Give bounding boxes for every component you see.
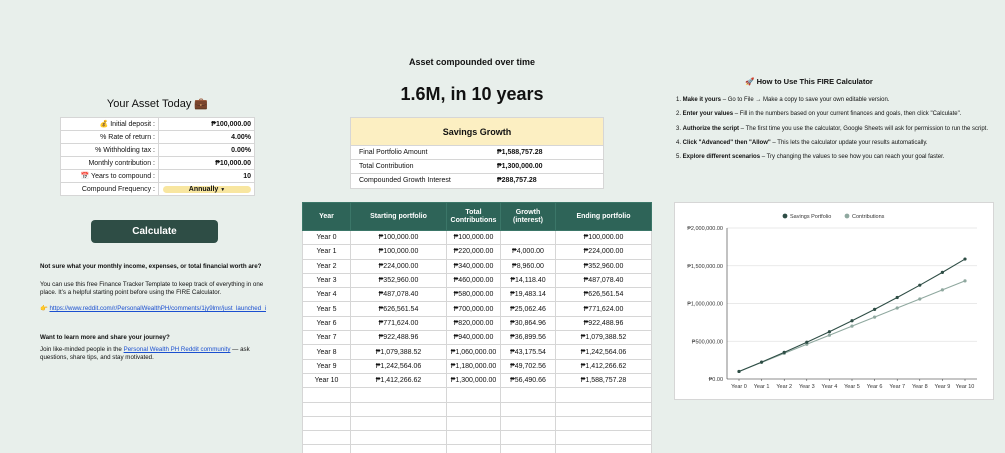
header-growth-interest: Growth (interest): [501, 203, 556, 231]
howto-step: [676, 107, 1005, 121]
table-cell: ₱700,000.00: [447, 302, 501, 316]
community-text-suffix: — ask questions, share tips, and stay motivated.: [40, 346, 250, 361]
table-cell: ₱922,488.96: [556, 316, 652, 330]
table-cell: ₱771,624.00: [556, 302, 652, 316]
monthly-contribution-row: [61, 157, 255, 170]
table-cell: Year 2: [303, 259, 351, 273]
table-cell-empty: [447, 445, 501, 453]
table-row-empty: [303, 431, 652, 445]
years-to-compound-row: [61, 170, 255, 183]
table-row: [303, 345, 652, 359]
growth-table-header: [303, 203, 652, 231]
community-text-prefix: Join like-minded people in the: [40, 346, 124, 353]
table-cell: ₱49,702.56: [501, 359, 556, 373]
x-tick-label: Year 6: [866, 384, 883, 390]
table-cell: Year 1: [303, 245, 351, 259]
growth-table-body: [303, 231, 652, 453]
table-cell: ₱1,180,000.00: [447, 359, 501, 373]
table-row: [303, 331, 652, 345]
table-row: [303, 316, 652, 330]
table-cell-empty: [501, 431, 556, 445]
legend-label: Savings Portfolio: [790, 214, 832, 220]
table-cell: [501, 231, 556, 245]
table-cell: ₱340,000.00: [447, 259, 501, 273]
table-cell: Year 5: [303, 302, 351, 316]
table-row: [303, 245, 652, 259]
table-cell: Year 9: [303, 359, 351, 373]
data-point-savings-portfolio: [737, 370, 740, 373]
table-cell: ₱352,960.00: [351, 273, 447, 287]
y-tick-label: ₱500,000.00: [691, 339, 723, 346]
data-point-contributions: [828, 334, 831, 337]
table-cell: Year 3: [303, 273, 351, 287]
howto-step-bold: Click "Advanced" then "Allow": [682, 139, 771, 146]
compound-frequency-value: Annually: [188, 185, 219, 193]
table-cell: ₱19,483.14: [501, 288, 556, 302]
data-point-contributions: [850, 325, 853, 328]
table-cell: ₱1,079,388.52: [351, 345, 447, 359]
table-cell-empty: [556, 388, 652, 402]
header-total-contributions: Total Contributions: [447, 203, 501, 231]
withholding-tax-row: [61, 144, 255, 157]
table-cell-empty: [303, 445, 351, 453]
table-cell: ₱100,000.00: [351, 245, 447, 259]
table-cell-empty: [303, 416, 351, 430]
data-point-contributions: [896, 306, 899, 309]
table-cell: ₱460,000.00: [447, 273, 501, 287]
table-cell-empty: [351, 388, 447, 402]
total-contribution-row: [351, 160, 603, 174]
table-cell-empty: [351, 445, 447, 453]
growth-chart-svg: [675, 203, 995, 401]
howto-step: [676, 136, 1005, 150]
x-tick-label: Year 10: [955, 384, 975, 390]
howto-step-text: – The first time you use the calculator, Google Sheets will ask for permission to run the script.: [739, 125, 989, 132]
howto-step-text: – Try changing the values to see how you can reach your goal faster.: [760, 154, 945, 161]
x-tick-label: Year 5: [844, 384, 860, 390]
table-cell: ₱1,242,564.06: [556, 345, 652, 359]
table-cell-empty: [447, 416, 501, 430]
growth-interest-row: [351, 174, 603, 188]
table-cell: ₱922,488.96: [351, 331, 447, 345]
asset-title: Your Asset Today 💼: [106, 98, 209, 110]
table-cell-empty: [447, 402, 501, 416]
table-row: [303, 259, 652, 273]
howto-step-text: – Fill in the numbers based on your current finances and goals, then click "Calculate".: [733, 111, 962, 118]
data-point-savings-portfolio: [850, 319, 853, 322]
initial-deposit-label: 💰 Initial deposit :: [61, 118, 159, 131]
x-tick-label: Year 3: [798, 384, 815, 390]
chevron-down-icon: ▼: [220, 186, 226, 193]
growth-interest-value: ₱288,757.28: [497, 177, 537, 184]
x-tick-label: Year 9: [934, 384, 951, 390]
x-tick-label: Year 7: [889, 384, 906, 390]
howto-step-bold: Enter your values: [682, 111, 734, 118]
table-cell: Year 0: [303, 231, 351, 245]
compound-frequency-row: [61, 183, 255, 196]
table-cell: ₱8,960.00: [501, 259, 556, 273]
table-cell: ₱487,078.40: [351, 288, 447, 302]
table-cell-empty: [351, 431, 447, 445]
withholding-tax-input[interactable]: 0.00%: [159, 144, 255, 157]
howto-step-bold: Explore different scenarios: [682, 154, 761, 161]
y-tick-label: ₱1,000,000.00: [687, 301, 723, 308]
pointing-hand-icon: 👉: [40, 305, 48, 312]
table-cell: ₱36,899.56: [501, 331, 556, 345]
compound-frequency-select[interactable]: [163, 186, 251, 193]
finance-tracker-heading: Not sure what your monthly income, expenses, or total financial worth are?: [40, 263, 262, 270]
table-row: [303, 288, 652, 302]
table-cell: ₱1,060,000.00: [447, 345, 501, 359]
table-cell: ₱1,300,000.00: [447, 373, 501, 387]
table-cell: ₱1,412,266.62: [351, 373, 447, 387]
howto-step-text: – Go to File → Make a copy to save your own editable version.: [721, 97, 890, 103]
table-cell: ₱30,864.96: [501, 316, 556, 330]
growth-table: [302, 202, 652, 453]
table-row: [303, 359, 652, 373]
series-line-savings-portfolio: [739, 259, 965, 371]
final-portfolio-value: ₱1,588,757.28: [497, 149, 543, 156]
howto-title: 🚀 How to Use This FIRE Calculator: [745, 77, 873, 86]
monthly-contribution-input[interactable]: ₱10,000.00: [159, 157, 255, 170]
table-cell: ₱25,062.46: [501, 302, 556, 316]
table-cell: ₱626,561.54: [351, 302, 447, 316]
rate-of-return-row: [61, 131, 255, 144]
finance-tracker-text: You can use this free Finance Tracker Template to keep track of everything in one place. It’s a helpful starting point before using the FIRE Calculator.: [40, 281, 264, 296]
calculate-button[interactable]: Calculate: [91, 220, 218, 243]
total-contribution-value: ₱1,300,000.00: [497, 163, 543, 170]
data-point-savings-portfolio: [783, 351, 786, 354]
years-to-compound-input[interactable]: 10: [159, 170, 255, 183]
header-year: Year: [303, 203, 351, 231]
table-cell: ₱100,000.00: [351, 231, 447, 245]
table-cell-empty: [501, 416, 556, 430]
table-cell: ₱1,412,266.62: [556, 359, 652, 373]
x-tick-label: Year 8: [911, 384, 928, 390]
learn-more-heading: Want to learn more and share your journey?: [40, 334, 170, 341]
summary-headline: 1.6M, in 10 years: [400, 84, 544, 104]
legend-marker: [783, 214, 788, 219]
chart-subtitle: Asset compounded over time: [408, 57, 536, 67]
table-cell: ₱14,118.40: [501, 273, 556, 287]
table-cell: Year 10: [303, 373, 351, 387]
table-cell-empty: [556, 431, 652, 445]
table-cell-empty: [556, 402, 652, 416]
howto-step: [676, 122, 1005, 136]
table-cell: ₱352,960.00: [556, 259, 652, 273]
table-cell-empty: [303, 431, 351, 445]
table-cell: ₱771,624.00: [351, 316, 447, 330]
x-tick-label: Year 2: [776, 384, 793, 390]
table-cell: ₱820,000.00: [447, 316, 501, 330]
table-cell-empty: [447, 388, 501, 402]
legend-label: Contributions: [852, 214, 885, 220]
table-cell-empty: [303, 388, 351, 402]
x-tick-label: Year 4: [821, 384, 838, 390]
community-text: [40, 346, 260, 362]
compound-frequency-cell: [159, 183, 255, 196]
table-row: [303, 231, 652, 245]
table-cell-empty: [556, 445, 652, 453]
total-contribution-label: Total Contribution: [359, 163, 414, 170]
finance-tracker-link-line: [40, 305, 272, 313]
table-row: [303, 302, 652, 316]
table-cell: ₱43,175.54: [501, 345, 556, 359]
rate-of-return-input[interactable]: 4.00%: [159, 131, 255, 144]
table-cell-empty: [351, 416, 447, 430]
withholding-tax-label: % Withholding tax :: [61, 144, 159, 157]
data-point-contributions: [963, 279, 966, 282]
compound-frequency-label: Compound Frequency :: [61, 183, 159, 196]
reddit-community-link[interactable]: Personal Wealth PH Reddit community: [123, 346, 231, 353]
y-tick-label: ₱0.00: [708, 377, 723, 383]
monthly-contribution-label: Monthly contribution :: [61, 157, 159, 170]
savings-growth-box: [350, 117, 604, 189]
table-cell-empty: [556, 416, 652, 430]
table-cell-empty: [351, 402, 447, 416]
table-cell: ₱1,079,388.52: [556, 331, 652, 345]
data-point-contributions: [918, 297, 921, 300]
growth-chart: [674, 202, 994, 400]
initial-deposit-row: [61, 118, 255, 131]
table-cell-empty: [501, 388, 556, 402]
growth-interest-label: Compounded Growth Interest: [359, 177, 451, 184]
howto-step: [676, 150, 1005, 164]
data-point-savings-portfolio: [941, 271, 944, 274]
final-portfolio-row: [351, 146, 603, 160]
table-cell: ₱1,242,564.06: [351, 359, 447, 373]
table-cell: Year 6: [303, 316, 351, 330]
asset-input-table: [60, 117, 255, 196]
x-tick-label: Year 1: [753, 384, 770, 390]
table-cell: ₱580,000.00: [447, 288, 501, 302]
legend-marker: [845, 214, 850, 219]
table-cell: ₱4,000.00: [501, 245, 556, 259]
final-portfolio-label: Final Portfolio Amount: [359, 149, 428, 156]
table-cell: ₱100,000.00: [447, 231, 501, 245]
table-cell: Year 4: [303, 288, 351, 302]
table-cell: ₱224,000.00: [351, 259, 447, 273]
data-point-savings-portfolio: [805, 341, 808, 344]
table-cell: ₱100,000.00: [556, 231, 652, 245]
howto-step-text: – This lets the calculator update your results automatically.: [770, 139, 928, 146]
initial-deposit-input[interactable]: ₱100,000.00: [159, 118, 255, 131]
table-cell: ₱626,561.54: [556, 288, 652, 302]
table-cell: ₱220,000.00: [447, 245, 501, 259]
howto-step: [676, 93, 1005, 107]
header-ending-portfolio: Ending portfolio: [556, 203, 652, 231]
table-cell-empty: [303, 402, 351, 416]
table-cell: Year 8: [303, 345, 351, 359]
data-point-savings-portfolio: [873, 308, 876, 311]
finance-tracker-link[interactable]: https://www.reddit.com/r/PersonalWealthPH/comments/1jy9lmr/just_launched_i: [49, 305, 266, 312]
table-row-empty: [303, 402, 652, 416]
table-row: [303, 373, 652, 387]
data-point-savings-portfolio: [963, 257, 966, 260]
table-cell-empty: [501, 402, 556, 416]
header-starting-portfolio: Starting portfolio: [351, 203, 447, 231]
savings-growth-title: Savings Growth: [351, 118, 603, 146]
table-row: [303, 273, 652, 287]
howto-step-bold: Make it yours: [682, 97, 722, 103]
y-tick-label: ₱1,500,000.00: [687, 263, 723, 270]
data-point-savings-portfolio: [896, 296, 899, 299]
table-cell: ₱56,490.66: [501, 373, 556, 387]
table-cell: ₱224,000.00: [556, 245, 652, 259]
table-cell-empty: [447, 431, 501, 445]
y-tick-label: ₱2,000,000.00: [687, 226, 723, 232]
data-point-savings-portfolio: [828, 330, 831, 333]
data-point-contributions: [873, 315, 876, 318]
data-point-savings-portfolio: [918, 284, 921, 287]
table-cell-empty: [501, 445, 556, 453]
table-cell: ₱940,000.00: [447, 331, 501, 345]
rate-of-return-label: % Rate of return :: [61, 131, 159, 144]
table-cell: ₱487,078.40: [556, 273, 652, 287]
data-point-contributions: [941, 288, 944, 291]
table-row-empty: [303, 416, 652, 430]
table-cell: Year 7: [303, 331, 351, 345]
table-row-empty: [303, 388, 652, 402]
table-row-empty: [303, 445, 652, 453]
howto-step-bold: Authorize the script: [682, 125, 740, 132]
x-tick-label: Year 0: [731, 384, 747, 390]
table-cell: ₱1,588,757.28: [556, 373, 652, 387]
howto-steps: [676, 93, 1005, 164]
data-point-savings-portfolio: [760, 360, 763, 363]
years-to-compound-label: 📅 Years to compound :: [61, 170, 159, 183]
